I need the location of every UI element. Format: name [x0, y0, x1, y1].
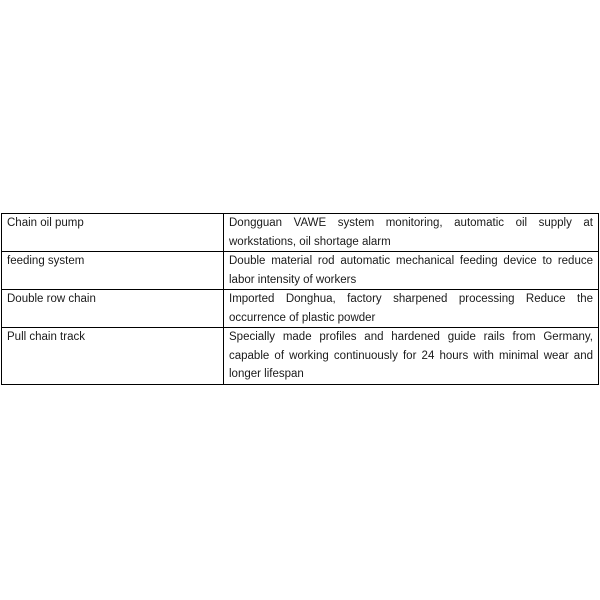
table-row — [2, 328, 599, 385]
description-cell: Specially made profiles and hardened guide rails from Germany, capable of working continuously for 24 hours with minimal wear and longer lifespan — [224, 328, 599, 385]
component-cell: Chain oil pump — [2, 214, 224, 252]
table-row — [2, 252, 599, 290]
table-row — [2, 290, 599, 328]
description-cell: Imported Donghua, factory sharpened processing Reduce the occurrence of plastic powder — [224, 290, 599, 328]
component-cell: Double row chain — [2, 290, 224, 328]
description-cell: Dongguan VAWE system monitoring, automatic oil supply at workstations, oil shortage alarm — [224, 214, 599, 252]
specification-table — [1, 213, 599, 385]
component-cell: Pull chain track — [2, 328, 224, 385]
description-cell: Double material rod automatic mechanical feeding device to reduce labor intensity of workers — [224, 252, 599, 290]
table-row — [2, 214, 599, 252]
component-cell: feeding system — [2, 252, 224, 290]
